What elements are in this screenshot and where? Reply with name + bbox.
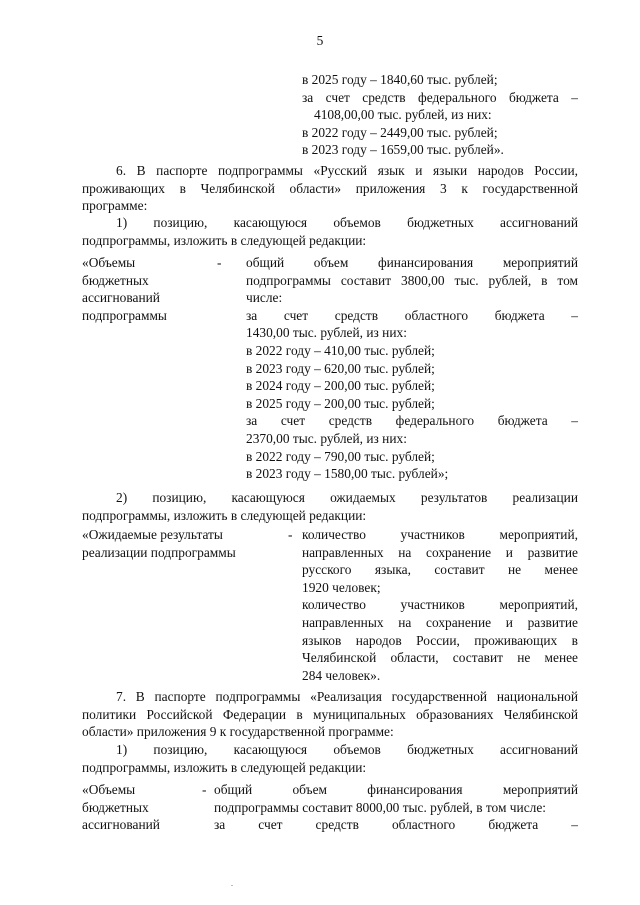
table-value-line: в 2023 году – 1580,00 тыс. рублей»; <box>246 466 449 482</box>
section-6-item-1 <box>82 214 578 249</box>
table-label-line: ассигнований <box>82 290 160 306</box>
table-value <box>246 254 578 483</box>
text-line: подпрограммы, изложить в следующей редакции: <box>82 232 367 248</box>
results-table-6 <box>82 526 578 686</box>
table-label <box>82 254 222 324</box>
table-value-line: 1430,00 тыс. рублей, из них: <box>246 325 407 341</box>
table-value-line: Челябинской области, составит не менее <box>302 650 578 666</box>
table-value-line: 284 человек». <box>302 667 381 683</box>
table-label-line: реализации подпрограммы <box>82 544 236 560</box>
scan-mark <box>231 885 233 886</box>
table-label-line: бюджетных <box>82 799 149 815</box>
text-line: подпрограммы, изложить в следующей редакции: <box>82 507 367 523</box>
text-line: подпрограммы, изложить в следующей редакции: <box>82 759 367 775</box>
table-value-line: в 2023 году – 620,00 тыс. рублей; <box>246 360 435 376</box>
text-line: проживающих в Челябинской области» приложения 3 к государственной <box>82 180 578 196</box>
table-value-line: направленных на сохранение и развитие <box>302 544 578 560</box>
text-line: 4108,00,00 тыс. рублей, из них: <box>314 107 492 123</box>
section-6-item-2 <box>82 489 578 524</box>
text-line: 1) позицию, касающуюся объемов бюджетных ассигнований <box>116 742 578 757</box>
table-value-line: за счет средств федерального бюджета – <box>246 413 578 429</box>
table-label <box>82 781 202 834</box>
table-value-line: 2370,00 тыс. рублей, из них: <box>246 430 407 446</box>
section-7-item-1 <box>82 741 578 776</box>
text-line: политики Российской Федерации в муниципальных образованиях Челябинской <box>82 706 578 722</box>
table-value-line: в 2022 году – 410,00 тыс. рублей; <box>246 342 435 358</box>
table-dash: - <box>202 782 207 797</box>
table-value-line: подпрограммы составит 3800,00 тыс. рублей, в том <box>246 272 578 288</box>
text-line: в 2022 году – 2449,00 тыс. рублей; <box>302 124 498 140</box>
text-line: 6. В паспорте подпрограммы «Русский язык и языки народов России, <box>116 163 578 178</box>
page-number: 5 <box>316 33 324 48</box>
text-line: 1) позицию, касающуюся объемов бюджетных ассигнований <box>116 215 578 230</box>
text-line: 2) позицию, касающуюся ожидаемых результатов реализации <box>116 490 578 505</box>
continuation-block <box>302 71 578 159</box>
table-value-line: в 2022 году – 790,00 тыс. рублей; <box>246 448 435 464</box>
table-value-line: в 2025 году – 200,00 тыс. рублей; <box>246 395 435 411</box>
table-value-line: в 2024 году – 200,00 тыс. рублей; <box>246 378 435 394</box>
table-value-line: за счет средств областного бюджета – <box>214 817 578 833</box>
table-value-line: количество участников мероприятий, <box>302 597 578 613</box>
text-line: области» приложения 9 к государственной программе: <box>82 724 394 740</box>
table-value-line: за счет средств областного бюджета – <box>246 307 578 323</box>
text-line: 7. В паспорте подпрограммы «Реализация государственной национальной <box>116 689 578 704</box>
table-value-line: русского языка, составит не менее <box>302 562 578 578</box>
text-line: в 2023 году – 1659,00 тыс. рублей». <box>302 142 504 158</box>
table-value-line: количество участников мероприятий, <box>302 527 578 542</box>
table-value <box>214 781 578 834</box>
text-line: программе: <box>82 198 148 214</box>
table-value-line: числе: <box>246 290 283 306</box>
table-dash: - <box>217 255 222 270</box>
table-label-line: подпрограммы <box>82 307 167 323</box>
table-label-line: «Объемы <box>82 255 136 270</box>
table-label-line: бюджетных <box>82 272 149 288</box>
section-6-intro <box>82 162 578 215</box>
table-label-line: ассигнований <box>82 817 160 833</box>
table-label-line: «Объемы <box>82 782 136 797</box>
table-value-line: направленных на сохранение и развитие <box>302 614 578 630</box>
table-value-line: 1920 человек; <box>302 579 381 595</box>
table-value-line: общий объем финансирования мероприятий <box>214 782 578 797</box>
section-7-intro <box>82 688 578 741</box>
text-line: за счет средств федерального бюджета – <box>302 89 578 105</box>
table-label <box>82 526 282 561</box>
table-label-line: «Ожидаемые результаты <box>82 527 223 542</box>
table-value-line: подпрограммы составит 8000,00 тыс. рублей, в том числе: <box>214 799 546 815</box>
table-value-line: общий объем финансирования мероприятий <box>246 255 578 270</box>
budget-table-7 <box>82 781 578 841</box>
table-value-line: языков народов России, проживающих в <box>302 632 578 648</box>
budget-table-6 <box>82 254 578 484</box>
text-line: в 2025 году – 1840,60 тыс. рублей; <box>302 72 498 87</box>
table-value <box>302 526 578 684</box>
table-dash: - <box>288 527 293 542</box>
